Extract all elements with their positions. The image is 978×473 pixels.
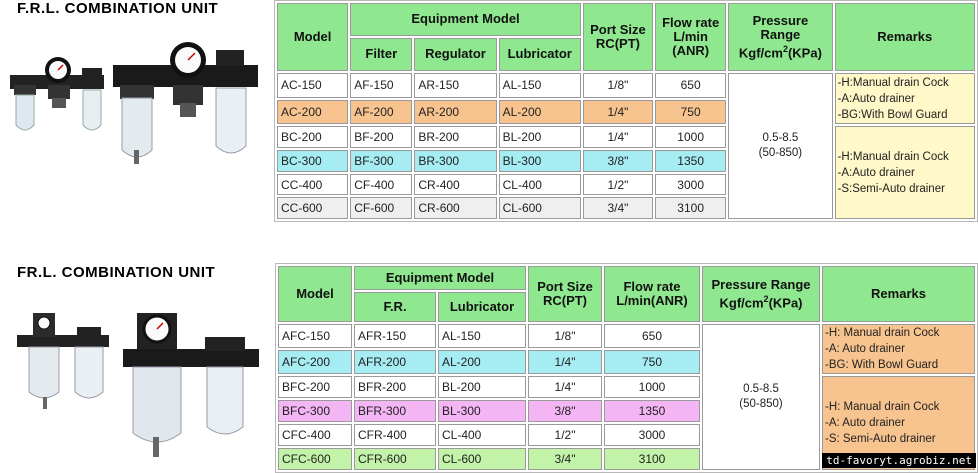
cell-filter: AF-200 [350, 100, 412, 125]
remark-line: -A: Auto drainer [825, 417, 905, 429]
header-lubricator: Lubricator [438, 292, 526, 322]
cell-remarks-group1 [822, 324, 975, 374]
section-title-fr-l-unit: FR.L. COMBINATION UNIT [17, 264, 216, 281]
cell-filter: BF-300 [350, 150, 412, 172]
cell-port: 1/4" [528, 350, 602, 374]
cell-lubricator: CL-600 [499, 197, 581, 219]
remark-line: -A:Auto drainer [837, 92, 915, 105]
cell-pressure-range [728, 73, 832, 219]
cell-flow: 750 [604, 350, 700, 374]
cell-port: 1/8" [528, 324, 602, 348]
cell-regulator: BR-200 [414, 126, 496, 148]
header-model: Model [277, 3, 348, 71]
cell-fr: BFR-300 [354, 400, 436, 422]
cell-fr: CFR-400 [354, 424, 436, 446]
fr-l-unit-photo-small-and-large [15, 305, 265, 465]
cell-flow: 1000 [604, 376, 700, 398]
remark-line: -S: Semi-Auto drainer [825, 433, 936, 445]
pressure-line1: 0.5-8.5 [762, 131, 799, 144]
cell-port: 1/4" [528, 376, 602, 398]
header-pressure-exponent: 2 [763, 293, 769, 304]
cell-model: BFC-300 [278, 400, 352, 422]
header-flow-rate: Flow rate L/min (ANR) [655, 3, 726, 71]
header-pressure-exponent: 2 [782, 43, 788, 54]
cell-lubricator: BL-200 [438, 376, 526, 398]
frl-spec-table [274, 0, 978, 222]
cell-regulator: BR-300 [414, 150, 496, 172]
remark-line: -S:Semi-Auto drainer [837, 182, 945, 195]
cell-lubricator: CL-400 [438, 424, 526, 446]
cell-model: BC-300 [277, 150, 348, 172]
table-row [277, 126, 975, 148]
cell-filter: CF-600 [350, 197, 412, 219]
cell-flow: 3100 [604, 448, 700, 470]
cell-regulator: CR-600 [414, 197, 496, 219]
cell-filter: BF-200 [350, 126, 412, 148]
cell-remarks-group2 [835, 126, 975, 219]
cell-flow: 650 [604, 324, 700, 348]
large-fr-l-unit-image [123, 313, 259, 457]
header-pressure-range [728, 3, 832, 71]
cell-flow: 650 [655, 73, 726, 98]
remark-line: -A:Auto drainer [837, 166, 915, 179]
section-title-frl-unit: F.R.L. COMBINATION UNIT [17, 0, 219, 17]
cell-pressure-range [702, 324, 820, 470]
remark-line: -A: Auto drainer [825, 343, 905, 355]
header-equipment-model: Equipment Model [350, 3, 581, 36]
cell-lubricator: CL-400 [499, 174, 581, 196]
frl-unit-photo-small-and-large [8, 40, 263, 170]
cell-fr: BFR-200 [354, 376, 436, 398]
cell-model: AFC-200 [278, 350, 352, 374]
cell-lubricator: BL-200 [499, 126, 581, 148]
cell-flow: 3100 [655, 197, 726, 219]
cell-port: 1/2" [583, 174, 653, 196]
cell-model: BFC-200 [278, 376, 352, 398]
cell-fr: AFR-200 [354, 350, 436, 374]
cell-lubricator: AL-150 [438, 324, 526, 348]
cell-model: CFC-400 [278, 424, 352, 446]
cell-port: 3/4" [528, 448, 602, 470]
header-flow-rate: Flow rate L/min(ANR) [604, 266, 700, 322]
remark-line: -H: Manual drain Cock [825, 401, 940, 413]
small-fr-l-unit-image [17, 313, 109, 409]
cell-model: BC-200 [277, 126, 348, 148]
header-regulator: Regulator [414, 38, 496, 71]
cell-model: AC-200 [277, 100, 348, 125]
remark-line: -BG: With Bowl Guard [825, 359, 939, 371]
table-row [278, 324, 975, 348]
header-pressure-range [702, 266, 820, 322]
cell-port: 3/8" [528, 400, 602, 422]
cell-regulator: AR-200 [414, 100, 496, 125]
cell-flow: 750 [655, 100, 726, 125]
cell-flow: 3000 [604, 424, 700, 446]
cell-regulator: AR-150 [414, 73, 496, 98]
table-row [278, 376, 975, 398]
cell-port: 3/8" [583, 150, 653, 172]
header-model: Model [278, 266, 352, 322]
cell-port: 1/8" [583, 73, 653, 98]
watermark: td-favoryt.agrobiz.net [822, 453, 976, 468]
header-pressure-unit: (KPa) [787, 45, 822, 61]
pressure-line2: (50-850) [739, 398, 783, 410]
header-pressure-label: Pressure Range Kgf/cm [711, 276, 811, 311]
remark-line: -H: Manual drain Cock [825, 327, 940, 339]
cell-port: 1/2" [528, 424, 602, 446]
pressure-line1: 0.5-8.5 [743, 383, 779, 395]
cell-lubricator: AL-200 [438, 350, 526, 374]
remark-line: -H:Manual drain Cock [837, 76, 949, 89]
cell-filter: AF-150 [350, 73, 412, 98]
header-remarks: Remarks [822, 266, 975, 322]
cell-flow: 3000 [655, 174, 726, 196]
cell-port: 1/4" [583, 126, 653, 148]
cell-model: AFC-150 [278, 324, 352, 348]
cell-port: 3/4" [583, 197, 653, 219]
header-lubricator: Lubricator [499, 38, 581, 71]
cell-lubricator: AL-150 [499, 73, 581, 98]
table-row [277, 73, 975, 98]
header-equipment-model: Equipment Model [354, 266, 526, 290]
small-frl-unit-image [10, 57, 104, 130]
cell-lubricator: BL-300 [438, 400, 526, 422]
cell-flow: 1350 [655, 150, 726, 172]
header-remarks: Remarks [835, 3, 975, 71]
cell-port: 1/4" [583, 100, 653, 125]
cell-fr: CFR-600 [354, 448, 436, 470]
cell-lubricator: BL-300 [499, 150, 581, 172]
cell-remarks-group1 [835, 73, 975, 124]
cell-model: CC-400 [277, 174, 348, 196]
cell-regulator: CR-400 [414, 174, 496, 196]
cell-model: CFC-600 [278, 448, 352, 470]
header-port-size: Port Size RC(PT) [528, 266, 602, 322]
fr-l-spec-table [275, 263, 978, 473]
header-port-size: Port Size RC(PT) [583, 3, 653, 71]
cell-lubricator: AL-200 [499, 100, 581, 125]
cell-flow: 1350 [604, 400, 700, 422]
cell-fr: AFR-150 [354, 324, 436, 348]
header-pressure-label: Pressure Range Kgf/cm [738, 12, 809, 61]
cell-filter: CF-400 [350, 174, 412, 196]
cell-model: CC-600 [277, 197, 348, 219]
header-fr: F.R. [354, 292, 436, 322]
header-filter: Filter [350, 38, 412, 71]
cell-flow: 1000 [655, 126, 726, 148]
remark-line: -BG:With Bowl Guard [837, 108, 948, 121]
large-frl-unit-image [113, 42, 258, 164]
cell-lubricator: CL-600 [438, 448, 526, 470]
pressure-line2: (50-850) [758, 146, 803, 159]
remark-line: -H:Manual drain Cock [837, 150, 949, 163]
header-pressure-unit: (KPa) [768, 295, 803, 311]
cell-model: AC-150 [277, 73, 348, 98]
